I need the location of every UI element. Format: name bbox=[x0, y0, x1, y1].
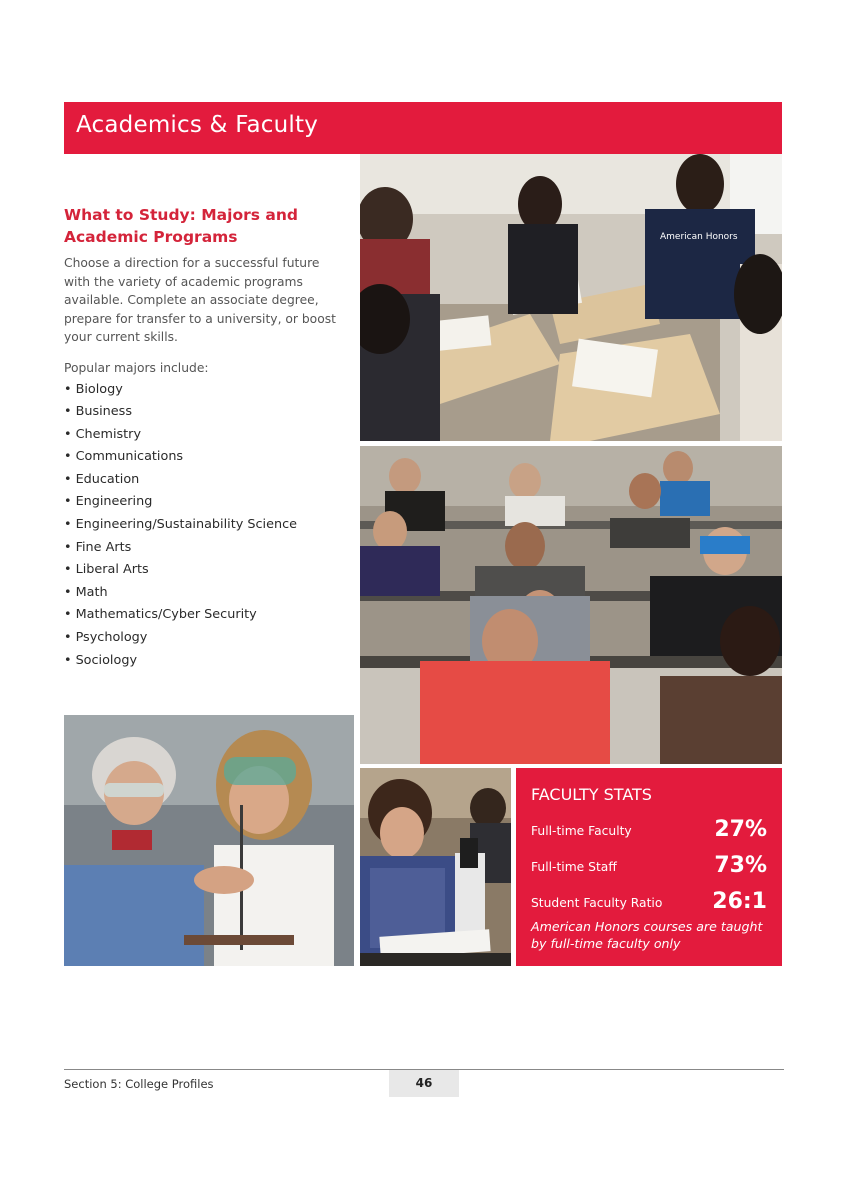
list-item: • Liberal Arts bbox=[64, 559, 344, 582]
list-item: • Education bbox=[64, 469, 344, 492]
list-item: • Math bbox=[64, 582, 344, 605]
list-item: • Engineering/Sustainability Science bbox=[64, 514, 344, 537]
list-item: • Psychology bbox=[64, 627, 344, 650]
faculty-stats-title: FACULTY STATS bbox=[531, 785, 652, 804]
list-item: • Chemistry bbox=[64, 424, 344, 447]
section-title-bar bbox=[64, 102, 782, 154]
list-item: • Fine Arts bbox=[64, 537, 344, 560]
lecture-hall-photo bbox=[360, 446, 782, 764]
majors-heading: What to Study: Majors and Academic Programs bbox=[64, 206, 298, 246]
stat-value: 26:1 bbox=[712, 889, 767, 914]
list-item: • Biology bbox=[64, 379, 344, 402]
stat-row-full-time-faculty bbox=[531, 812, 767, 842]
majors-intro: Choose a direction for a successful future with the variety of academic programs available. Complete an associate degree, prepare for transfer to a university, or boost your current skills. bbox=[64, 256, 336, 344]
list-item: • Communications bbox=[64, 446, 344, 469]
stat-label: Student Faculty Ratio bbox=[531, 896, 663, 910]
microscope-photo bbox=[360, 768, 511, 966]
stat-label: Full-time Staff bbox=[531, 860, 617, 874]
stat-label: Full-time Faculty bbox=[531, 824, 632, 838]
stat-row-student-faculty-ratio bbox=[531, 884, 767, 914]
majors-section bbox=[64, 204, 344, 672]
popular-majors-label: Popular majors include: bbox=[64, 360, 209, 375]
page-title: Academics & Faculty bbox=[76, 112, 319, 138]
stat-row-full-time-staff bbox=[531, 848, 767, 878]
list-item: • Business bbox=[64, 401, 344, 424]
footer-section-label: Section 5: College Profiles bbox=[64, 1077, 214, 1091]
page-number: 46 bbox=[389, 1070, 459, 1097]
students-discussion-photo bbox=[360, 154, 782, 441]
faculty-stats-note: American Honors courses are taught by full-time faculty only bbox=[531, 919, 763, 951]
chemistry-lab-photo bbox=[64, 715, 354, 966]
list-item: • Mathematics/Cyber Security bbox=[64, 604, 344, 627]
faculty-stats-box bbox=[516, 768, 782, 966]
stat-value: 27% bbox=[714, 817, 767, 842]
stat-value: 73% bbox=[714, 853, 767, 878]
list-item: • Engineering bbox=[64, 491, 344, 514]
list-item: • Sociology bbox=[64, 650, 344, 673]
majors-list bbox=[64, 379, 344, 673]
shirt-logo-text: American Honors bbox=[660, 232, 738, 242]
